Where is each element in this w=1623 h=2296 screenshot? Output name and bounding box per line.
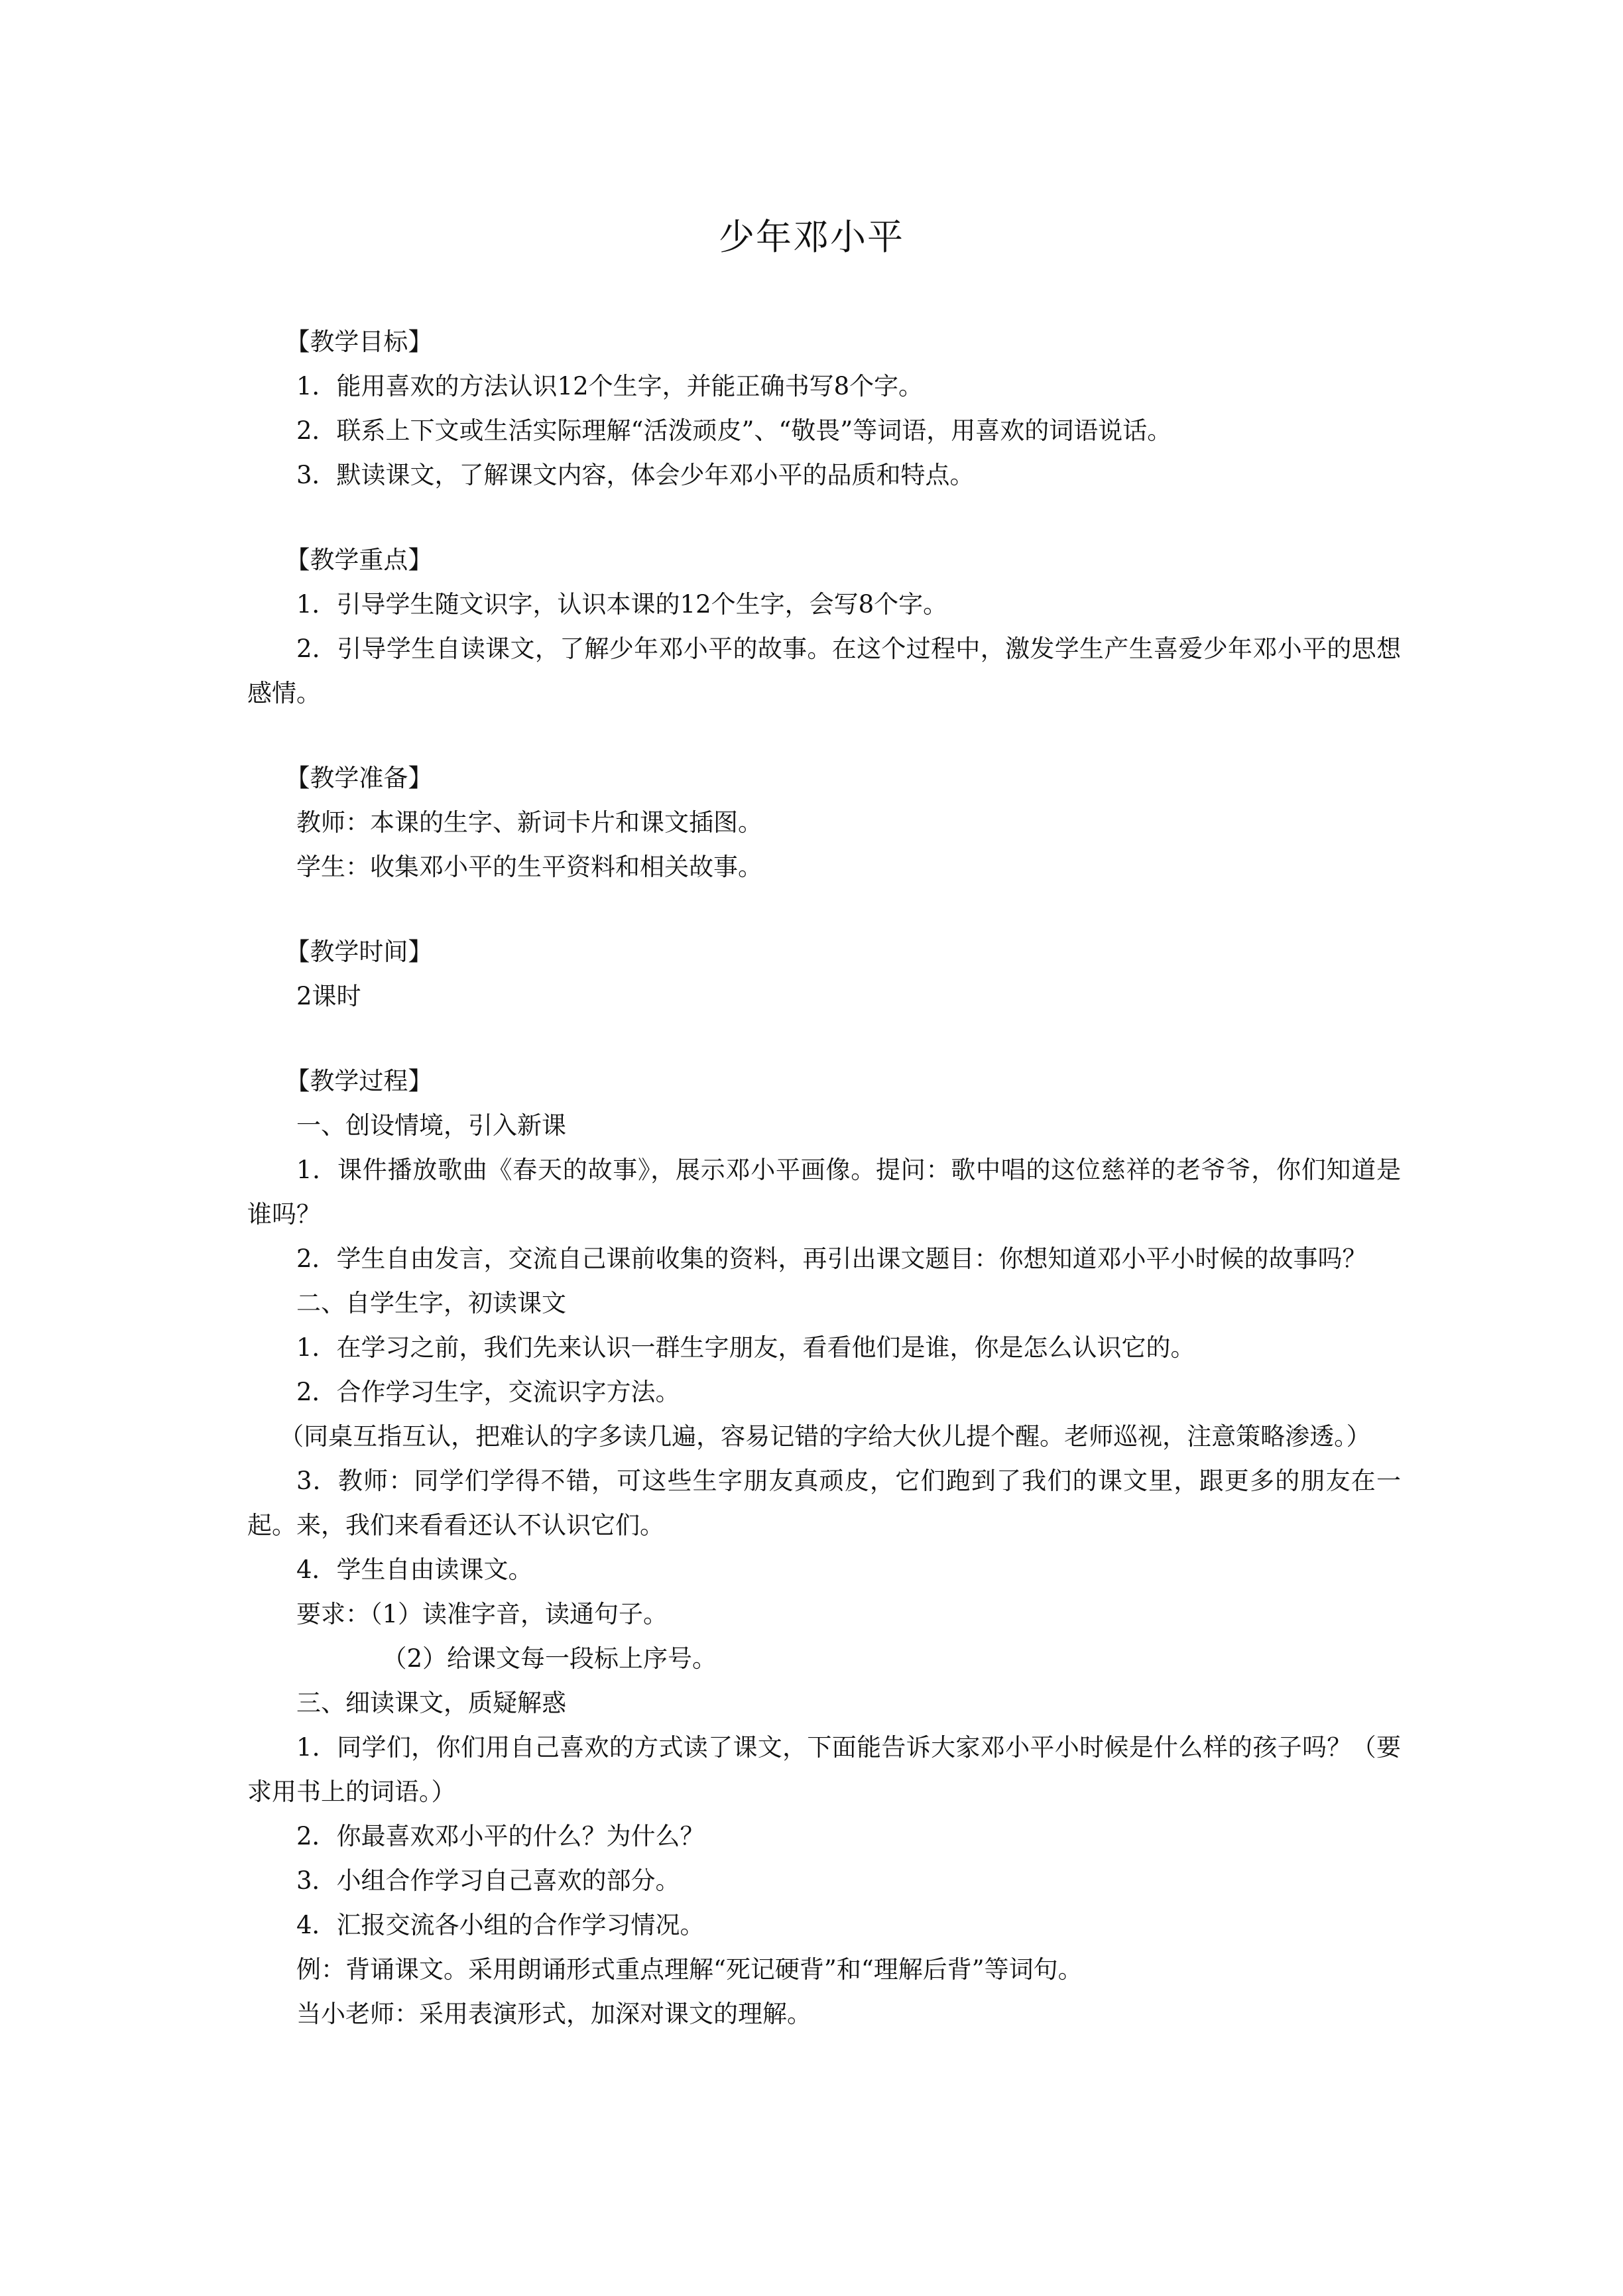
section-heading-key-points: 【教学重点】 [285, 546, 433, 574]
process-step-heading: 一、创设情境，引入新课 [296, 1111, 566, 1140]
process-item: 2．你最喜欢邓小平的什么？为什么？ [296, 1822, 705, 1850]
preparation-item: 教师：本课的生字、新词卡片和课文插图。 [296, 808, 762, 837]
process-item: 3．小组合作学习自己喜欢的部分。 [296, 1866, 680, 1895]
process-item: 例：背诵课文。采用朗诵形式重点理解“死记硬背”和“理解后背”等词句。 [296, 1955, 1083, 1984]
process-item: 1．在学习之前，我们先来认识一群生字朋友，看看他们是谁，你是怎么认识它的。 [296, 1333, 1195, 1362]
objective-item: 2．联系上下文或生活实际理解“活泼顽皮”、“敬畏”等词语，用喜欢的词语说话。 [296, 416, 1172, 445]
section-heading-preparation: 【教学准备】 [285, 764, 433, 792]
key-point-item: 2．引导学生自读课文，了解少年邓小平的故事。在这个过程中，激发学生产生喜爱少年邓小平的思想感情。 [247, 634, 1401, 707]
preparation-item: 学生：收集邓小平的生平资料和相关故事。 [296, 853, 762, 881]
process-item: 3．教师：同学们学得不错，可这些生字朋友真顽皮，它们跑到了我们的课文里，跟更多的朋友在一起。来，我们来看看还认不认识它们。 [247, 1467, 1401, 1540]
process-item: 2．学生自由发言，交流自己课前收集的资料，再引出课文题目：你想知道邓小平小时候的故事吗？ [296, 1244, 1367, 1273]
section-gap [247, 1018, 1401, 1059]
process-item: 当小老师：采用表演形式，加深对课文的理解。 [296, 2000, 812, 2028]
document-title: 少年邓小平 [719, 216, 904, 258]
objective-item: 1．能用喜欢的方法认识12个生字，并能正确书写8个字。 [296, 372, 924, 400]
time-item: 2课时 [296, 982, 361, 1010]
section-gap [247, 889, 1401, 930]
process-item: 4．学生自由读课文。 [296, 1555, 533, 1584]
section-heading-time: 【教学时间】 [285, 937, 433, 966]
section-gap [247, 497, 1401, 538]
process-item: 4．汇报交流各小组的合作学习情况。 [296, 1911, 705, 1939]
objective-item: 3．默读课文，了解课文内容，体会少年邓小平的品质和特点。 [296, 461, 975, 489]
key-point-item: 1．引导学生随文识字，认识本课的12个生字，会写8个字。 [296, 590, 948, 619]
process-item: 2．合作学习生字，交流识字方法。 [296, 1378, 680, 1406]
process-step-heading: 二、自学生字，初读课文 [296, 1289, 566, 1317]
process-item: 1．同学们，你们用自己喜欢的方式读了课文，下面能告诉大家邓小平小时候是什么样的孩子吗？（要求用书上的词语。） [247, 1733, 1401, 1806]
process-item: 要求：（1）读准字音，读通句子。 [296, 1600, 668, 1628]
document-body [247, 320, 1401, 2036]
process-step-heading: 三、细读课文，质疑解惑 [296, 1689, 566, 1717]
process-note: （同桌互指互认，把难认的字多读几遍，容易记错的字给大伙儿提个醒。老师巡视，注意策略渗透。） [279, 1422, 1371, 1451]
process-item: （2）给课文每一段标上序号。 [382, 1644, 717, 1673]
process-item: 1．课件播放歌曲《春天的故事》，展示邓小平画像。提问：歌中唱的这位慈祥的老爷爷，你们知道是谁吗？ [247, 1156, 1401, 1229]
section-heading-objectives: 【教学目标】 [285, 328, 433, 356]
section-heading-process: 【教学过程】 [285, 1067, 433, 1095]
section-gap [247, 715, 1401, 756]
